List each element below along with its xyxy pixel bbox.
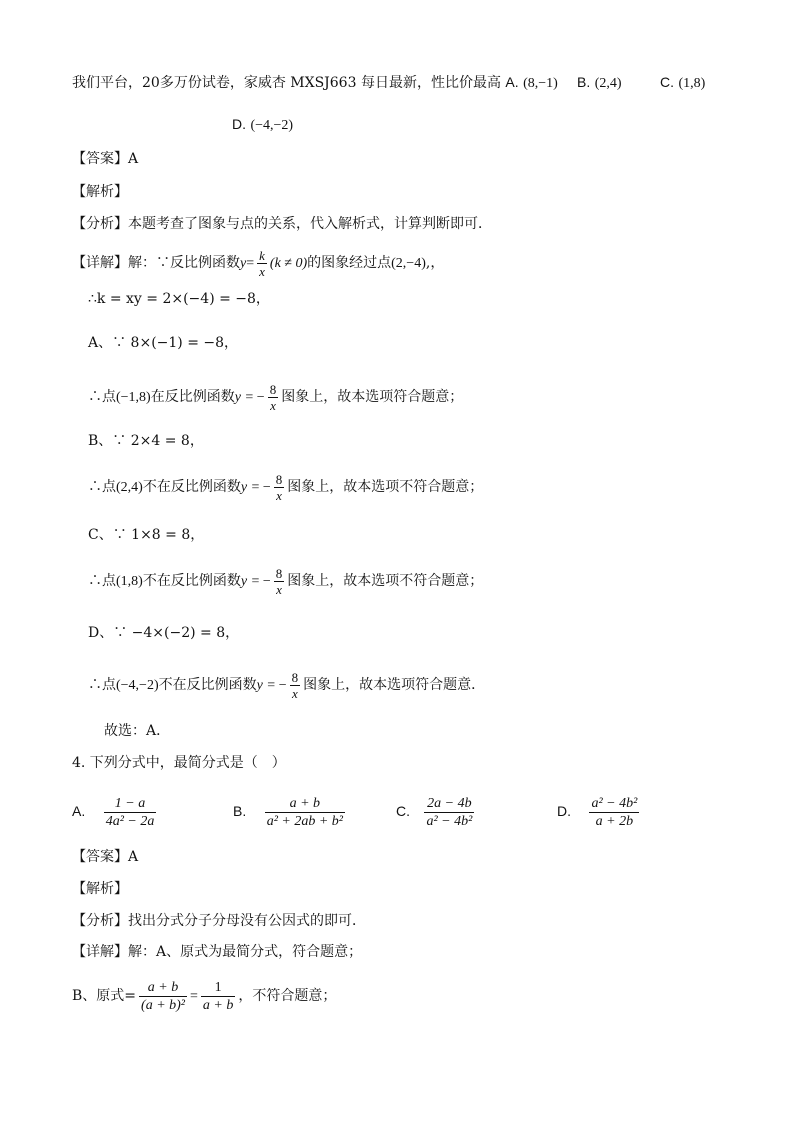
q3-option-d bbox=[232, 114, 293, 136]
q3-option-c-value: (1,8) bbox=[678, 76, 706, 91]
frac-num: a + b bbox=[265, 795, 345, 813]
q3-detail-point: (2,−4) bbox=[391, 256, 426, 271]
q3-b-pre: ∴点 bbox=[88, 479, 116, 495]
q3-jiexi: 【解析】 bbox=[72, 184, 128, 200]
frac-den: a + 2b bbox=[595, 813, 634, 829]
q3-option-a-label: A. bbox=[505, 74, 519, 90]
q4-option-d-fraction bbox=[589, 795, 639, 830]
q3-option-c bbox=[660, 72, 705, 94]
frac-num: 8 bbox=[269, 381, 277, 397]
frac-num: 8 bbox=[275, 471, 283, 487]
q3-d-check: D、∵ −4×(−2) = 8， bbox=[88, 625, 240, 641]
q3-c-point: (1,8) bbox=[116, 574, 143, 589]
q3-c-check: C、∵ 1×8 = 8， bbox=[88, 527, 205, 543]
q3-c-y: y bbox=[240, 574, 248, 589]
q3-a-end: 图象上，故本选项符合题意； bbox=[281, 389, 464, 405]
q3-a-point: (−1,8) bbox=[116, 390, 151, 405]
q3-a-fraction bbox=[268, 382, 279, 413]
q3-option-b bbox=[577, 72, 622, 94]
q4-answer-value: A bbox=[128, 849, 139, 865]
q4-option-c-fraction bbox=[424, 795, 474, 830]
q3-analysis bbox=[72, 214, 492, 234]
q4-b-fraction-1 bbox=[139, 979, 187, 1014]
q3-y-var: y bbox=[240, 256, 247, 271]
q3-option-b-value: (2,4) bbox=[594, 76, 622, 91]
q3-k-over-x-fraction bbox=[257, 248, 267, 279]
q3-k-line: ∴k = xy = 2×(−4) = −8， bbox=[88, 291, 270, 307]
q3-d-conclusion bbox=[88, 668, 485, 702]
q3-a-y: y bbox=[234, 390, 241, 405]
q3-c-pre: ∴点 bbox=[88, 573, 116, 589]
q4-option-b-label: B. bbox=[233, 803, 247, 819]
q4-b-pre: B、原式= bbox=[72, 988, 137, 1004]
q3-b-y: y bbox=[240, 480, 248, 495]
frac-den: a + b bbox=[202, 997, 234, 1013]
q3-b-mid: 不在反比例函数 bbox=[142, 479, 241, 495]
q3-conclusion: 故选：A． bbox=[104, 723, 171, 739]
q4-option-a-label: A. bbox=[72, 803, 86, 819]
q3-d-fraction bbox=[290, 670, 301, 701]
frac-num: 1 − a bbox=[104, 795, 157, 813]
q3-detail-line bbox=[72, 246, 444, 280]
q3-detail-label: 【详解】 bbox=[72, 255, 128, 271]
q3-d-minus: = − bbox=[267, 678, 287, 693]
frac-den: x bbox=[291, 685, 298, 701]
frac-num: 2a − 4b bbox=[424, 795, 474, 813]
q3-b-fraction bbox=[274, 472, 285, 503]
q3-c-minus: = − bbox=[251, 574, 271, 589]
frac-num: 8 bbox=[275, 565, 283, 581]
q3-analysis-label: 【分析】 bbox=[72, 216, 128, 232]
frac-num: k bbox=[259, 247, 265, 263]
q3-c-end: 图象上，故本选项不符合题意； bbox=[287, 573, 484, 589]
q3-a-check: A、∵ 8×(−1) = −8， bbox=[88, 335, 239, 351]
q3-c-conclusion bbox=[88, 564, 483, 598]
q3-b-minus: = − bbox=[251, 480, 271, 495]
frac-den: x bbox=[270, 397, 276, 413]
frac-den: 4a² − 2a bbox=[105, 813, 155, 829]
q3-a-pre: ∴点 bbox=[88, 389, 116, 405]
frac-den: x bbox=[276, 581, 282, 597]
q4-question: 4. 下列分式中，最简分式是（ ） bbox=[72, 755, 286, 771]
frac-num: 1 bbox=[201, 979, 235, 997]
frac-den: a² − 4b² bbox=[426, 813, 473, 829]
frac-den: x bbox=[276, 487, 282, 503]
q3-c-mid: 不在反比例函数 bbox=[142, 573, 241, 589]
frac-num: a + b bbox=[139, 979, 187, 997]
q4-jiexi: 【解析】 bbox=[72, 881, 128, 897]
q4-analysis bbox=[72, 911, 366, 931]
q4-b-fraction-2 bbox=[201, 979, 235, 1014]
q3-d-y: y bbox=[256, 678, 263, 693]
q4-option-d-label: D. bbox=[557, 803, 571, 819]
q3-d-point: (−4,−2) bbox=[116, 678, 159, 693]
q3-option-d-value: (−4,−2) bbox=[250, 118, 294, 133]
q3-d-pre: ∴点 bbox=[88, 677, 116, 693]
q4-detail-label: 【详解】 bbox=[72, 944, 128, 960]
q4-option-d bbox=[557, 792, 642, 830]
q4-option-c-label: C. bbox=[396, 803, 410, 819]
q3-a-minus: = − bbox=[245, 390, 265, 405]
q4-b-end: ，不符合题意； bbox=[238, 988, 337, 1004]
q3-a-mid: 在反比例函数 bbox=[150, 389, 235, 405]
q3-b-point: (2,4) bbox=[116, 480, 143, 495]
q3-option-b-label: B. bbox=[577, 74, 591, 90]
q3-d-mid: 不在反比例函数 bbox=[158, 677, 257, 693]
q3-option-d-label: D. bbox=[232, 116, 246, 132]
q3-detail-intro: 解：∵反比例函数 bbox=[128, 255, 240, 271]
q4-detail-text: 解：A、原式为最简分式，符合题意； bbox=[128, 944, 363, 960]
q3-b-conclusion bbox=[88, 470, 483, 504]
frac-num: a² − 4b² bbox=[591, 795, 638, 811]
q3-c-fraction bbox=[274, 566, 285, 597]
frac-den: a² + 2ab + b² bbox=[266, 813, 343, 829]
q4-option-a bbox=[72, 792, 159, 830]
q3-eq-sign: = bbox=[246, 256, 255, 271]
q4-detail bbox=[72, 942, 362, 962]
frac-den: (a + b)² bbox=[141, 997, 185, 1013]
q4-option-b bbox=[233, 792, 348, 830]
q3-analysis-text: 本题考查了图象与点的关系，代入解析式，计算判断即可． bbox=[128, 216, 492, 232]
q3-b-end: 图象上，故本选项不符合题意； bbox=[287, 479, 484, 495]
q3-detail-cond: (k ≠ 0) bbox=[269, 256, 308, 271]
q4-option-b-fraction bbox=[265, 795, 345, 830]
q4-b-line bbox=[72, 975, 336, 1017]
q3-a-conclusion bbox=[88, 380, 463, 414]
q4-answer-label: 【答案】 bbox=[72, 849, 128, 865]
q3-b-check: B、∵ 2×4 = 8， bbox=[88, 433, 204, 449]
q4-b-eq: = bbox=[190, 989, 198, 1004]
q3-answer bbox=[72, 149, 138, 169]
q3-detail-tail: 的图象经过点 bbox=[307, 255, 392, 271]
q3-detail-end: ,， bbox=[425, 255, 445, 271]
q3-d-end: 图象上，故本选项符合题意． bbox=[303, 677, 486, 693]
q3-prefix-text: 我们平台，20多万份试卷，家威杏 MXSJ663 每日最新，性比价最高 bbox=[72, 75, 501, 91]
q4-analysis-label: 【分析】 bbox=[72, 913, 128, 929]
q4-option-a-fraction bbox=[104, 795, 157, 830]
frac-den: x bbox=[259, 263, 265, 279]
q3-option-a-value: (8,−1) bbox=[523, 76, 558, 91]
q3-option-c-label: C. bbox=[660, 74, 674, 90]
frac-num: 8 bbox=[291, 669, 299, 685]
q4-answer bbox=[72, 847, 138, 867]
q4-analysis-text: 找出分式分子分母没有公因式的即可． bbox=[128, 913, 366, 929]
q4-option-c bbox=[396, 792, 477, 830]
q3-options-line bbox=[72, 72, 558, 94]
q3-answer-value: A bbox=[128, 151, 139, 167]
q3-answer-label: 【答案】 bbox=[72, 151, 128, 167]
